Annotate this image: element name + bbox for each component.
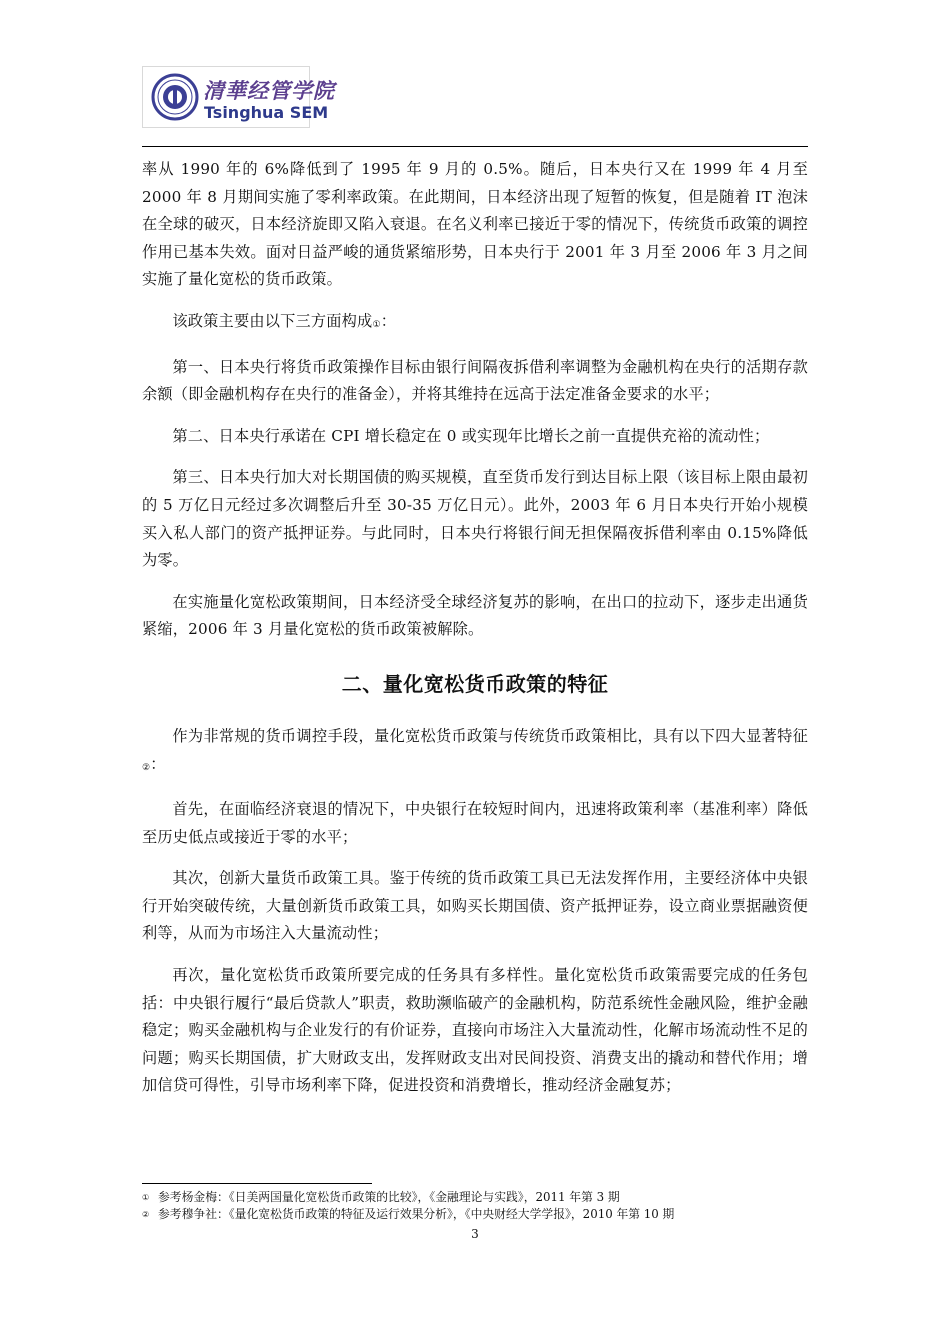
footnote xyxy=(142,1206,808,1223)
body-content xyxy=(142,156,808,1114)
footnotes xyxy=(142,1189,808,1223)
footnote-reference[interactable]: ② xyxy=(142,762,151,773)
paragraph: 在实施量化宽松政策期间，日本经济受全球经济复苏的影响，在出口的拉动下，逐步走出通货紧缩，2006 年 3 月量化宽松的货币政策被解除。 xyxy=(142,592,808,639)
paragraph: 率从 1990 年的 6%降低到了 1995 年 9 月的 0.5%。随后，日本央行又在 1999 年 4 月至 2000 年 8 月期间实施了零利率政策。在此期间，日本经济出现了短暂的恢复，但是随着 IT 泡沫在全球的破灭，日本经济旋即又陷入衰退。在名义利率已接近于零的情况下，传统货币政策的调控作用已基本失效。面对日益严峻的通货紧缩形势，日本央行于 2001 年 3 月至 2006 年 3 月之间实施了量化宽松的货币政策。 xyxy=(142,160,808,289)
footnote-text: 参考穆争社：《量化宽松货币政策的特征及运行效果分析》，《中央财经大学学报》，2010 年第 10 期 xyxy=(158,1207,675,1221)
paragraph: 首先，在面临经济衰退的情况下，中央银行在较短时间内，迅速将政策利率（基准利率）降低至历史低点或接近于零的水平； xyxy=(142,800,808,846)
footnote-reference[interactable]: ① xyxy=(372,319,381,330)
paragraph-text: 该政策主要由以下三方面构成 xyxy=(172,311,373,330)
page-number: 3 xyxy=(471,1227,479,1241)
paragraph xyxy=(142,723,808,782)
footnote-text: 参考杨金梅：《日美两国量化宽松货币政策的比较》，《金融理论与实践》，2011 年第 3 期 xyxy=(158,1190,620,1204)
paragraph: 其次，创新大量货币政策工具。鉴于传统的货币政策工具已无法发挥作用，主要经济体中央银行开始突破传统，大量创新货币政策工具，如购买长期国债、资产抵押证券，设立商业票据融资便利等，从而为市场注入大量流动性； xyxy=(142,869,808,943)
paragraph: 第二、日本央行承诺在 CPI 增长稳定在 0 或实现年比增长之前一直提供充裕的流动性； xyxy=(172,426,770,445)
footnote xyxy=(142,1189,808,1206)
paragraph-colon: ： xyxy=(150,754,166,773)
tsinghua-seal-icon xyxy=(151,73,199,121)
footnote-mark: ① xyxy=(142,1193,150,1202)
logo-chinese-text: 清華经管学院 xyxy=(203,79,335,103)
paragraph-text: 作为非常规的货币调控手段，量化宽松货币政策与传统货币政策相比，具有以下四大显著特征 xyxy=(172,726,808,745)
logo-english-text: Tsinghua SEM xyxy=(204,103,329,122)
paragraph-colon: ： xyxy=(380,311,397,330)
paragraph: 第一、日本央行将货币政策操作目标由银行间隔夜拆借利率调整为金融机构在央行的活期存款余额（即金融机构存在央行的准备金），并将其维持在远高于法定准备金要求的水平； xyxy=(142,357,808,404)
paragraph: 第三、日本央行加大对长期国债的购买规模，直至货币发行到达目标上限（该目标上限由最初的 5 万亿日元经过多次调整后升至 30-35 万亿日元）。此外，2003 年 6 月日本央行开始小规模买入私人部门的资产抵押证券。与此同时，日本央行将银行间无担保隔夜拆借利率由 0.15%降低为零。 xyxy=(142,468,808,570)
paragraph: 再次，量化宽松货币政策所要完成的任务具有多样性。量化宽松货币政策需要完成的任务包括：中央银行履行“最后贷款人”职责，救助濒临破产的金融机构，防范系统性金融风险，维护金融稳定；购买金融机构与企业发行的有价证券，直接向市场注入大量流动性，化解市场流动性不足的问题；购买长期国债，扩大财政支出，发挥财政支出对民间投资、消费支出的撬动和替代作用；增加信贷可得性，引导市场利率下降，促进投资和消费增长，推动经济金融复苏； xyxy=(142,966,808,1095)
footnote-divider xyxy=(142,1183,372,1184)
tsinghua-sem-logo xyxy=(142,66,335,128)
section-heading: 二、量化宽松货币政策的特征 xyxy=(341,671,609,696)
header-divider xyxy=(142,146,808,147)
paragraph xyxy=(142,308,808,340)
footnote-mark: ② xyxy=(142,1210,150,1219)
